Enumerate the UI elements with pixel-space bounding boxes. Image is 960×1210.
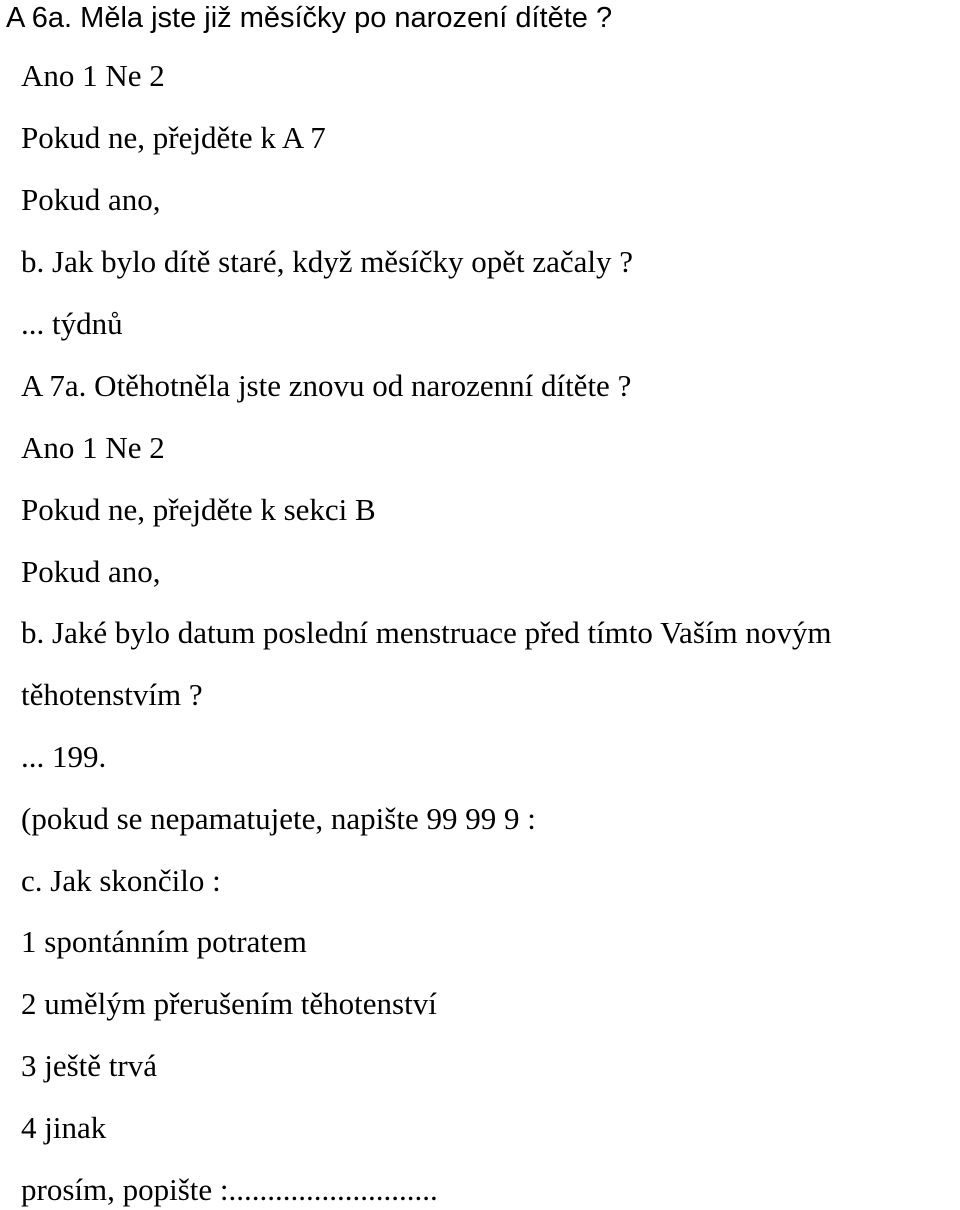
answer-weeks: ... týdnů	[21, 306, 123, 341]
option-1: 1 spontánním potratem	[21, 924, 307, 959]
year-note: (pokud se nepamatujete, napište 99 99 9 :	[21, 801, 536, 836]
answer-options-a7a: Ano 1 Ne 2	[21, 430, 165, 465]
skip-instruction-a7: Pokud ne, přejděte k sekci B	[21, 492, 376, 527]
skip-instruction-a6: Pokud ne, přejděte k A 7	[21, 120, 326, 155]
option-3: 3 ještě trvá	[21, 1048, 158, 1083]
answer-year: ... 199.	[21, 739, 107, 774]
if-yes-a6: Pokud ano,	[21, 182, 161, 217]
question-a7a: A 7a. Otěhotněla jste znovu od narozenní dítěte ?	[21, 368, 632, 403]
question-a7b: b. Jaké bylo datum poslední menstruace před tímto Vaším novým	[21, 615, 832, 650]
describe-prompt: prosím, popište :...........................	[21, 1172, 438, 1207]
answer-options-a6a: Ano 1 Ne 2	[21, 58, 165, 93]
option-2: 2 umělým přerušením těhotenství	[21, 986, 437, 1021]
if-yes-a7: Pokud ano,	[21, 554, 161, 589]
option-4: 4 jinak	[21, 1110, 107, 1145]
question-a7c: c. Jak skončilo :	[21, 863, 221, 898]
question-a6b: b. Jak bylo dítě staré, když měsíčky opět začaly ?	[21, 244, 634, 279]
question-a6a: A 6a. Měla jste již měsíčky po narození dítěte ?	[6, 2, 613, 34]
question-a7b-continued: těhotenstvím ?	[21, 677, 203, 712]
